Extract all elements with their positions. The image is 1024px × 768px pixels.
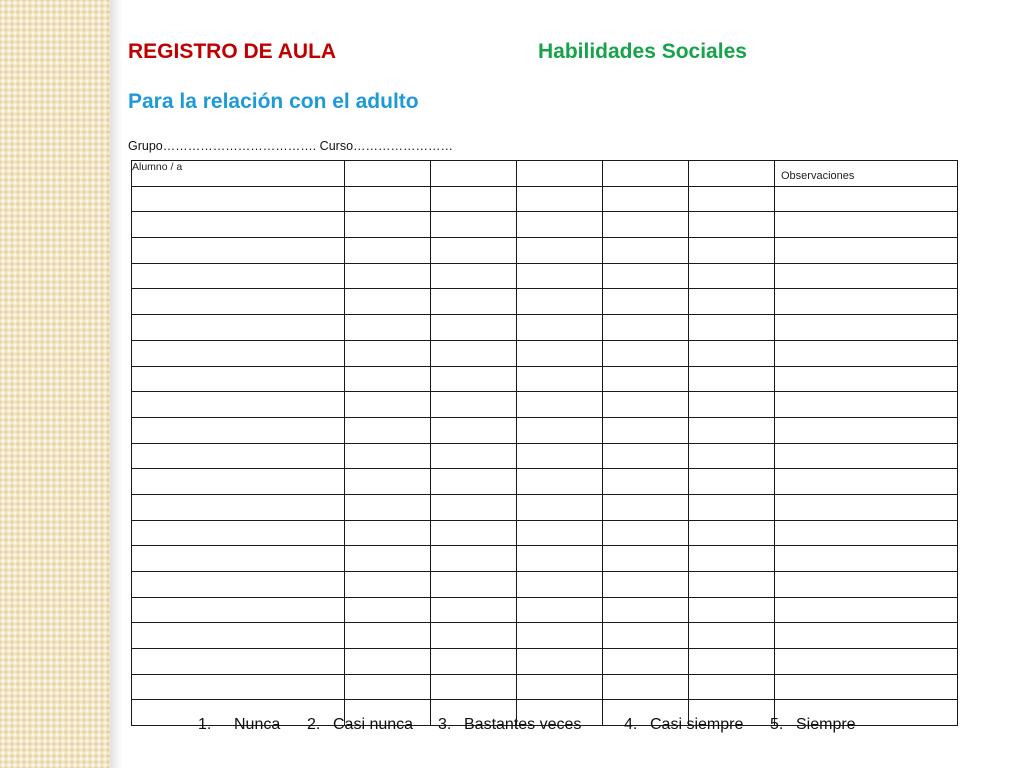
score-cell[interactable] [345, 417, 431, 443]
observations-cell[interactable] [775, 597, 958, 623]
score-cell[interactable] [603, 186, 689, 212]
observations-cell[interactable] [775, 494, 958, 520]
student-name-cell[interactable] [132, 340, 345, 366]
student-name-cell[interactable] [132, 623, 345, 649]
score-cell[interactable] [345, 186, 431, 212]
score-cell[interactable] [689, 340, 775, 366]
table-row [132, 546, 958, 572]
score-cell[interactable] [431, 623, 517, 649]
score-cell[interactable] [603, 443, 689, 469]
score-cell[interactable] [517, 674, 603, 700]
legend-label: Casi siempre [650, 716, 744, 733]
observations-cell[interactable] [775, 238, 958, 264]
observations-cell[interactable] [775, 366, 958, 392]
student-name-cell[interactable] [132, 212, 345, 238]
student-name-cell[interactable] [132, 443, 345, 469]
score-cell[interactable] [689, 263, 775, 289]
score-cell[interactable] [431, 392, 517, 418]
table-row [132, 238, 958, 264]
score-cell[interactable] [603, 315, 689, 341]
student-name-cell[interactable] [132, 546, 345, 572]
score-cell[interactable] [603, 289, 689, 315]
score-cell[interactable] [689, 417, 775, 443]
table-row [132, 469, 958, 495]
header-score-col [603, 161, 689, 187]
score-cell[interactable] [689, 520, 775, 546]
table-header-row [132, 161, 958, 187]
page-subtitle: Para la relación con el adulto [128, 90, 419, 113]
observations-cell[interactable] [775, 469, 958, 495]
student-name-cell[interactable] [132, 366, 345, 392]
score-cell[interactable] [603, 366, 689, 392]
observations-cell[interactable] [775, 443, 958, 469]
score-cell[interactable] [603, 469, 689, 495]
student-name-cell[interactable] [132, 289, 345, 315]
score-cell[interactable] [603, 340, 689, 366]
score-cell[interactable] [603, 649, 689, 675]
score-cell[interactable] [689, 289, 775, 315]
score-cell[interactable] [431, 597, 517, 623]
score-cell[interactable] [517, 520, 603, 546]
score-cell[interactable] [689, 494, 775, 520]
score-cell[interactable] [517, 289, 603, 315]
student-name-cell[interactable] [132, 649, 345, 675]
observations-cell[interactable] [775, 263, 958, 289]
observations-cell[interactable] [775, 340, 958, 366]
score-cell[interactable] [517, 546, 603, 572]
header-score-col [517, 161, 603, 187]
score-cell[interactable] [689, 674, 775, 700]
legend-number: 5. [770, 716, 784, 733]
legend-number: 1. [198, 716, 212, 733]
score-cell[interactable] [431, 469, 517, 495]
legend-label: Nunca [234, 716, 281, 733]
score-cell[interactable] [689, 597, 775, 623]
student-name-cell[interactable] [132, 417, 345, 443]
header-score-col [689, 161, 775, 187]
table-row [132, 392, 958, 418]
score-cell[interactable] [345, 289, 431, 315]
score-cell[interactable] [345, 546, 431, 572]
table-row [132, 212, 958, 238]
score-cell[interactable] [603, 597, 689, 623]
score-cell[interactable] [345, 212, 431, 238]
score-cell[interactable] [431, 572, 517, 598]
score-cell[interactable] [345, 315, 431, 341]
score-cell[interactable] [517, 263, 603, 289]
score-cell[interactable] [517, 212, 603, 238]
score-cell[interactable] [603, 546, 689, 572]
score-cell[interactable] [603, 520, 689, 546]
header-observations-label: Observaciones [781, 170, 855, 182]
score-cell[interactable] [689, 315, 775, 341]
score-cell[interactable] [689, 572, 775, 598]
score-cell[interactable] [517, 623, 603, 649]
score-cell[interactable] [517, 186, 603, 212]
score-cell[interactable] [603, 263, 689, 289]
score-cell[interactable] [517, 597, 603, 623]
student-name-cell[interactable] [132, 469, 345, 495]
legend-item [770, 716, 896, 734]
legend-item [307, 716, 438, 734]
score-cell[interactable] [431, 212, 517, 238]
score-cell[interactable] [345, 366, 431, 392]
table-row [132, 520, 958, 546]
score-cell[interactable] [603, 417, 689, 443]
score-cell[interactable] [345, 340, 431, 366]
score-cell[interactable] [517, 392, 603, 418]
score-cell[interactable] [345, 392, 431, 418]
score-cell[interactable] [431, 366, 517, 392]
legend-item [198, 716, 307, 734]
observations-cell[interactable] [775, 649, 958, 675]
score-cell[interactable] [689, 469, 775, 495]
legend-label: Bastantes veces [464, 716, 582, 733]
score-cell[interactable] [517, 443, 603, 469]
table-row [132, 366, 958, 392]
score-cell[interactable] [689, 623, 775, 649]
header-student: Alumno / a [132, 161, 345, 187]
score-cell[interactable] [345, 443, 431, 469]
score-cell[interactable] [345, 469, 431, 495]
student-name-cell[interactable] [132, 392, 345, 418]
score-cell[interactable] [345, 572, 431, 598]
legend-number: 4. [624, 716, 638, 733]
table-row [132, 417, 958, 443]
score-cell[interactable] [603, 392, 689, 418]
score-cell[interactable] [517, 417, 603, 443]
register-table [131, 160, 958, 726]
side-strip-shadow [110, 0, 122, 768]
score-cell[interactable] [517, 572, 603, 598]
legend-number: 3. [438, 716, 452, 733]
score-cell[interactable] [603, 623, 689, 649]
table-row [132, 649, 958, 675]
score-cell[interactable] [689, 546, 775, 572]
student-name-cell[interactable] [132, 315, 345, 341]
score-cell[interactable] [431, 443, 517, 469]
score-cell[interactable] [689, 392, 775, 418]
table-row [132, 186, 958, 212]
score-cell[interactable] [603, 238, 689, 264]
score-cell[interactable] [345, 494, 431, 520]
legend-item [438, 716, 624, 734]
student-name-cell[interactable] [132, 572, 345, 598]
score-cell[interactable] [603, 572, 689, 598]
student-name-cell[interactable] [132, 186, 345, 212]
score-cell[interactable] [517, 340, 603, 366]
score-cell[interactable] [517, 469, 603, 495]
legend-item [624, 716, 770, 734]
score-cell[interactable] [689, 212, 775, 238]
table-row [132, 494, 958, 520]
score-cell[interactable] [517, 315, 603, 341]
score-cell[interactable] [345, 674, 431, 700]
table-row [132, 623, 958, 649]
student-name-cell[interactable] [132, 263, 345, 289]
score-cell[interactable] [689, 443, 775, 469]
legend-label: Casi nunca [333, 716, 414, 733]
score-cell[interactable] [431, 289, 517, 315]
observations-cell[interactable] [775, 392, 958, 418]
table-row [132, 597, 958, 623]
score-cell[interactable] [345, 623, 431, 649]
score-cell[interactable] [431, 263, 517, 289]
header-score-col [431, 161, 517, 187]
score-cell[interactable] [517, 366, 603, 392]
score-cell[interactable] [431, 546, 517, 572]
student-name-cell[interactable] [132, 238, 345, 264]
student-name-cell[interactable] [132, 494, 345, 520]
score-cell[interactable] [431, 238, 517, 264]
score-cell[interactable] [431, 340, 517, 366]
table-row [132, 263, 958, 289]
legend-number: 2. [307, 716, 321, 733]
table-row [132, 443, 958, 469]
group-course-line: Grupo………………………………. Curso…………………… [128, 139, 454, 153]
score-cell[interactable] [689, 366, 775, 392]
observations-cell[interactable] [775, 417, 958, 443]
score-cell[interactable] [431, 186, 517, 212]
observations-cell[interactable] [775, 674, 958, 700]
score-cell[interactable] [431, 520, 517, 546]
table-row [132, 289, 958, 315]
score-cell[interactable] [689, 649, 775, 675]
observations-cell[interactable] [775, 572, 958, 598]
score-cell[interactable] [603, 212, 689, 238]
score-cell[interactable] [345, 238, 431, 264]
observations-cell[interactable] [775, 212, 958, 238]
score-cell[interactable] [431, 649, 517, 675]
score-cell[interactable] [345, 649, 431, 675]
score-cell[interactable] [431, 315, 517, 341]
table-row [132, 674, 958, 700]
table-row [132, 340, 958, 366]
header-observations [775, 161, 958, 187]
score-cell[interactable] [431, 494, 517, 520]
score-cell[interactable] [517, 494, 603, 520]
student-name-cell[interactable] [132, 520, 345, 546]
score-cell[interactable] [345, 597, 431, 623]
header-score-col [345, 161, 431, 187]
table-row [132, 572, 958, 598]
observations-cell[interactable] [775, 623, 958, 649]
rating-legend [198, 716, 896, 734]
student-name-cell[interactable] [132, 674, 345, 700]
student-name-cell[interactable] [132, 597, 345, 623]
table-row [132, 315, 958, 341]
observations-cell[interactable] [775, 315, 958, 341]
decorative-side-strip [0, 0, 110, 768]
observations-cell[interactable] [775, 546, 958, 572]
observations-cell[interactable] [775, 186, 958, 212]
score-cell[interactable] [345, 263, 431, 289]
page-title: REGISTRO DE AULA [128, 40, 337, 63]
score-cell[interactable] [517, 649, 603, 675]
observations-cell[interactable] [775, 289, 958, 315]
score-cell[interactable] [689, 186, 775, 212]
score-cell[interactable] [431, 417, 517, 443]
score-cell[interactable] [603, 674, 689, 700]
score-cell[interactable] [517, 238, 603, 264]
observations-cell[interactable] [775, 520, 958, 546]
legend-label: Siempre [796, 716, 856, 733]
score-cell[interactable] [603, 494, 689, 520]
score-cell[interactable] [689, 238, 775, 264]
score-cell[interactable] [431, 674, 517, 700]
page-topic: Habilidades Sociales [538, 40, 747, 63]
score-cell[interactable] [345, 520, 431, 546]
